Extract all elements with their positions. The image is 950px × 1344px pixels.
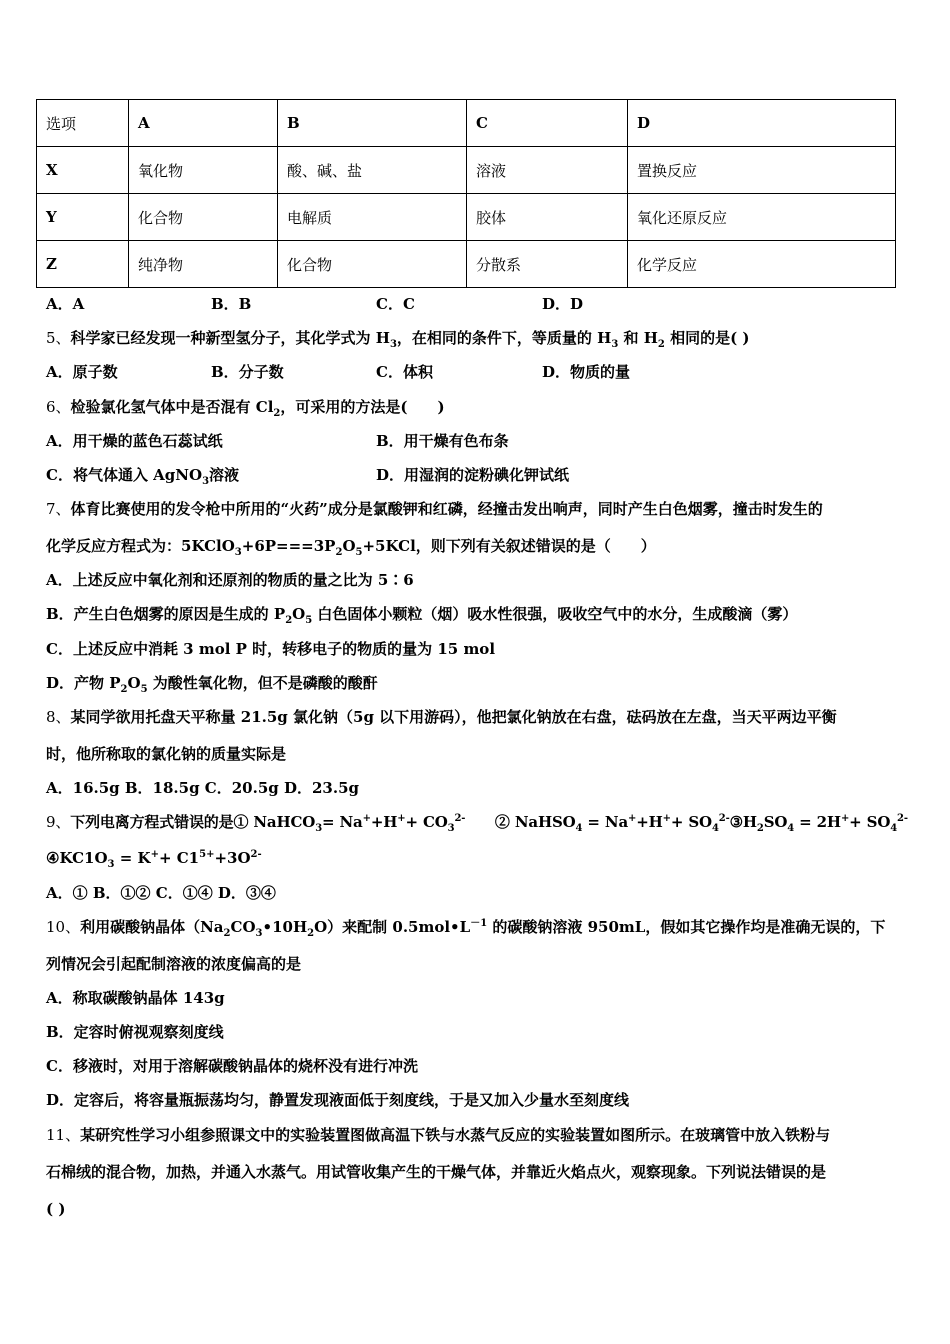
choice-c: C．C <box>376 295 415 313</box>
q9-stem-line2: $④KC1O_3 = K^++ C1^{5+}+3O^{2-}$ <box>46 849 262 870</box>
table-cell: Z <box>37 241 129 288</box>
table-row <box>37 147 896 194</box>
table-cell: 氧化还原反应 <box>628 194 896 241</box>
q9-stem-line1: 9、下列电离方程式错误的是① NaHCO$_3$= $Na^++H^++ CO_3^{2-}$ ② NaHSO$_4$ = $Na^++H^++ SO_4^{2-}③H_2SO_4 = 2H^++ SO_4^{2-}$ <box>46 813 908 834</box>
q5-stem: 5、科学家已经发现一种新型氢分子，其化学式为 $H_3$，在相同的条件下，等质量的 $H_3$ 和 $H_2$ 相同的是( ) <box>46 329 750 350</box>
table-cell: 选项 <box>37 100 129 147</box>
q10-choice-d: D．定容后，将容量瓶振荡均匀，静置发现液面低于刻度线，于是又加入少量水至刻度线 <box>46 1091 630 1109</box>
choice-b: B．分子数 <box>211 363 284 381</box>
q8-choices: A．16.5g B．18.5g C．20.5g D．23.5g <box>46 779 360 797</box>
q6-stem: 6、检验氯化氢气体中是否混有 $Cl_2$，可采用的方法是( ) <box>46 398 445 419</box>
q9-choices: A．① B．①② C．①④ D．③④ <box>46 884 276 902</box>
choice-a: A．原子数 <box>46 363 118 381</box>
options-table <box>36 99 896 288</box>
choice-d: D．物质的量 <box>542 363 631 381</box>
table-cell: B <box>278 100 467 147</box>
q7-choice-a: A．上述反应中氧化剂和还原剂的物质的量之比为 5∶6 <box>46 571 414 589</box>
q11-stem-line1: 11、某研究性学习小组参照课文中的实验装置图做高温下铁与水蒸气反应的实验装置如图所示。在玻璃管中放入铁粉与 <box>46 1126 831 1144</box>
q10-stem-line2: 列情况会引起配制溶液的浓度偏高的是 <box>46 955 302 973</box>
table-cell: 溶液 <box>467 147 628 194</box>
table-cell: 分散系 <box>467 241 628 288</box>
table-cell: D <box>628 100 896 147</box>
q7-choice-c: C．上述反应中消耗 3 mol P 时，转移电子的物质的量为 15 mol <box>46 640 496 658</box>
table-cell: 化学反应 <box>628 241 896 288</box>
choice-b: B．用干燥有色布条 <box>376 432 509 450</box>
table-cell: X <box>37 147 129 194</box>
table-cell: 纯净物 <box>129 241 278 288</box>
choice-c: C．体积 <box>376 363 433 381</box>
choice-b: B．B <box>211 295 252 313</box>
table-row <box>37 194 896 241</box>
choice-d: D．D <box>542 295 584 313</box>
q7-choice-b: B．产生白色烟雾的原因是生成的 $P_2O_5$ 白色固体小颗粒（烟）吸水性很强，吸收空气中的水分，生成酸滴（雾） <box>46 605 798 626</box>
table-cell: C <box>467 100 628 147</box>
table-cell: 胶体 <box>467 194 628 241</box>
table-cell: 电解质 <box>278 194 467 241</box>
q10-choice-a: A．称取碳酸钠晶体 143g <box>46 989 225 1007</box>
table-cell: Y <box>37 194 129 241</box>
choice-a: A．用干燥的蓝色石蕊试纸 <box>46 432 223 450</box>
q7-stem-line1: 7、体育比赛使用的发令枪中所用的“火药”成分是氯酸钾和红磷，经撞击发出响声，同时产生白色烟雾，撞击时发生的 <box>46 500 823 518</box>
q10-choice-b: B．定容时俯视观察刻度线 <box>46 1023 224 1041</box>
q10-stem-line1: 10、利用碳酸钠晶体$(Na_2CO_3•10H_2O)$来配制 $0.5mol•L^{-1}$ 的碳酸钠溶液 950mL，假如其它操作均是准确无误的，下 <box>46 918 886 939</box>
q11-stem-line2: 石棉绒的混合物，加热，并通入水蒸气。用试管收集产生的干燥气体，并靠近火焰点火，观察现象。下列说法错误的是 <box>46 1163 827 1181</box>
q10-choice-c: C．移液时，对用于溶解碳酸钠晶体的烧杯没有进行冲洗 <box>46 1057 418 1075</box>
table-cell: 化合物 <box>278 241 467 288</box>
q7-choice-d: D．产物 $P_2O_5$ 为酸性氧化物，但不是磷酸的酸酐 <box>46 674 378 695</box>
table-cell: 氧化物 <box>129 147 278 194</box>
choice-d: D．用湿润的淀粉碘化钾试纸 <box>376 466 570 484</box>
table-cell: 化合物 <box>129 194 278 241</box>
table-row <box>37 241 896 288</box>
choice-c: C．将气体通入 AgNO$_3$溶液 <box>46 466 240 487</box>
q8-stem-line2: 时，他所称取的氯化钠的质量实际是 <box>46 745 287 763</box>
q11-stem-line3: ( ) <box>46 1200 66 1218</box>
table-cell: 置换反应 <box>628 147 896 194</box>
q8-stem-line1: 8、某同学欲用托盘天平称量 21.5g 氯化钠（5g 以下用游码），他把氯化钠放在右盘，砝码放在左盘，当天平两边平衡 <box>46 708 837 726</box>
table-cell: 酸、碱、盐 <box>278 147 467 194</box>
choice-a: A．A <box>46 295 85 313</box>
table-cell: A <box>129 100 278 147</box>
q7-stem-line2: 化学反应方程式为：$5KClO_3+6P===3P_2O_5+5KCl$，则下列有关叙述错误的是（ ） <box>46 537 656 558</box>
table-header-row <box>37 100 896 147</box>
